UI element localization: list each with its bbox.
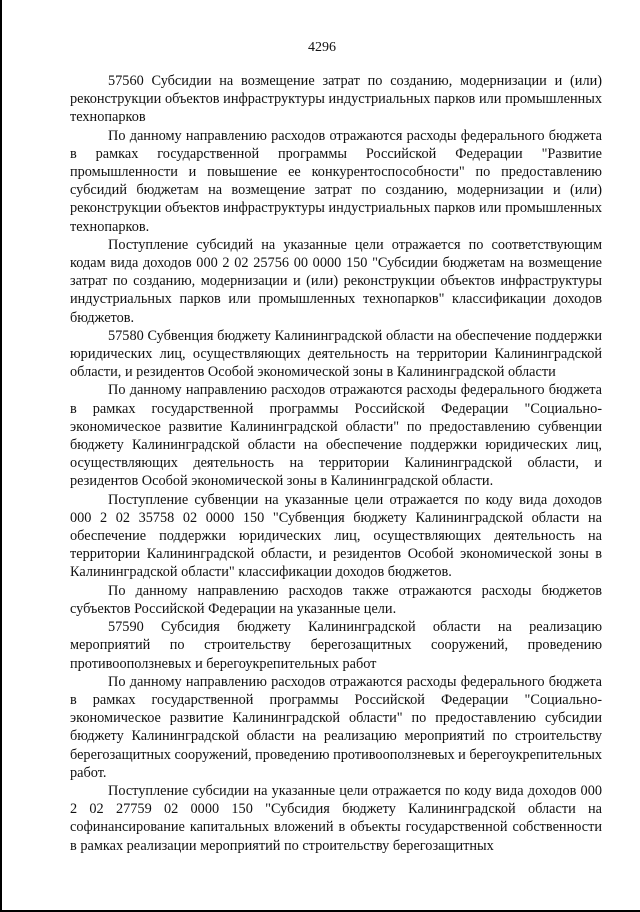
paragraph-57580-revenue: Поступление субвенции на указанные цели отражается по коду вида доходов 000 2 02 35758 02 0000 150 "Субвенция бюджету Калининградской области на обеспечение поддержки юридических лиц, осуществляющих деятельность на территории Калининградской области, и резидентов Особой экономической зоны в Калининградской области" классификации доходов бюджетов. [70,491,602,581]
paragraph-57580-heading: 57580 Субвенция бюджету Калининградской области на обеспечение поддержки юридических лиц, осуществляющих деятельность на территории Калининградской области, и резидентов Особой экономической зоны в Калининградской области [70,327,602,381]
paragraph-57590-description: По данному направлению расходов отражаются расходы федерального бюджета в рамках государственной программы Российской Федерации "Социально-экономическое развитие Калининградской области" по предоставлению субсидии бюджету Калининградской области на реализацию мероприятий по строительству берегозащитных сооружений, проведению противооползневых и берегоукрепительных работ. [70,673,602,781]
paragraph-57580-regional: По данному направлению расходов также отражаются расходы бюджетов субъектов Российской Федерации на указанные цели. [70,582,602,617]
paragraph-57590-revenue: Поступление субсидии на указанные цели отражается по коду вида доходов 000 2 02 27759 02 0000 150 "Субсидия бюджету Калининградской области на софинансирование капитальных вложений в объекты государственной собственности в рамках реализации мероприятий по строительству берегозащитных [70,782,602,854]
paragraph-57560-heading: 57560 Субсидии на возмещение затрат по созданию, модернизации и (или) реконструкции объектов инфраструктуры индустриальных парков или промышленных технопарков [70,73,602,126]
document-body [70,72,602,855]
paragraph-57590-heading: 57590 Субсидия бюджету Калининградской области на реализацию мероприятий по строительству берегозащитных сооружений, проведению противооползневых и берегоукрепительных работ [70,619,602,672]
page-number: 4296 [308,40,336,55]
paragraph-57560-revenue: Поступление субсидий на указанные цели отражается по соответствующим кодам вида доходов 000 2 02 25756 00 0000 150 "Субсидии бюджетам на возмещение затрат по созданию, модернизации и (или) реконструкции объектов инфраструктуры индустриальных парков или промышленных технопарков" классификации доходов бюджетов. [70,236,602,326]
paragraph-57560-description: По данному направлению расходов отражаются расходы федерального бюджета в рамках государственной программы Российской Федерации "Развитие промышленности и повышение ее конкурентоспособности" по предоставлению субсидий бюджетам на возмещение затрат по созданию, модернизации и (или) реконструкции объектов инфраструктуры индустриальных парков или промышленных технопарков. [70,127,602,235]
paragraph-57580-description: По данному направлению расходов отражаются расходы федерального бюджета в рамках государственной программы Российской Федерации "Социально-экономическое развитие Калининградской области" по предоставлению субвенции бюджету Калининградской области на обеспечение поддержки юридических лиц, осуществляющих деятельность на территории Калининградской области, и резидентов Особой экономической зоны в Калининградской области. [70,382,602,490]
